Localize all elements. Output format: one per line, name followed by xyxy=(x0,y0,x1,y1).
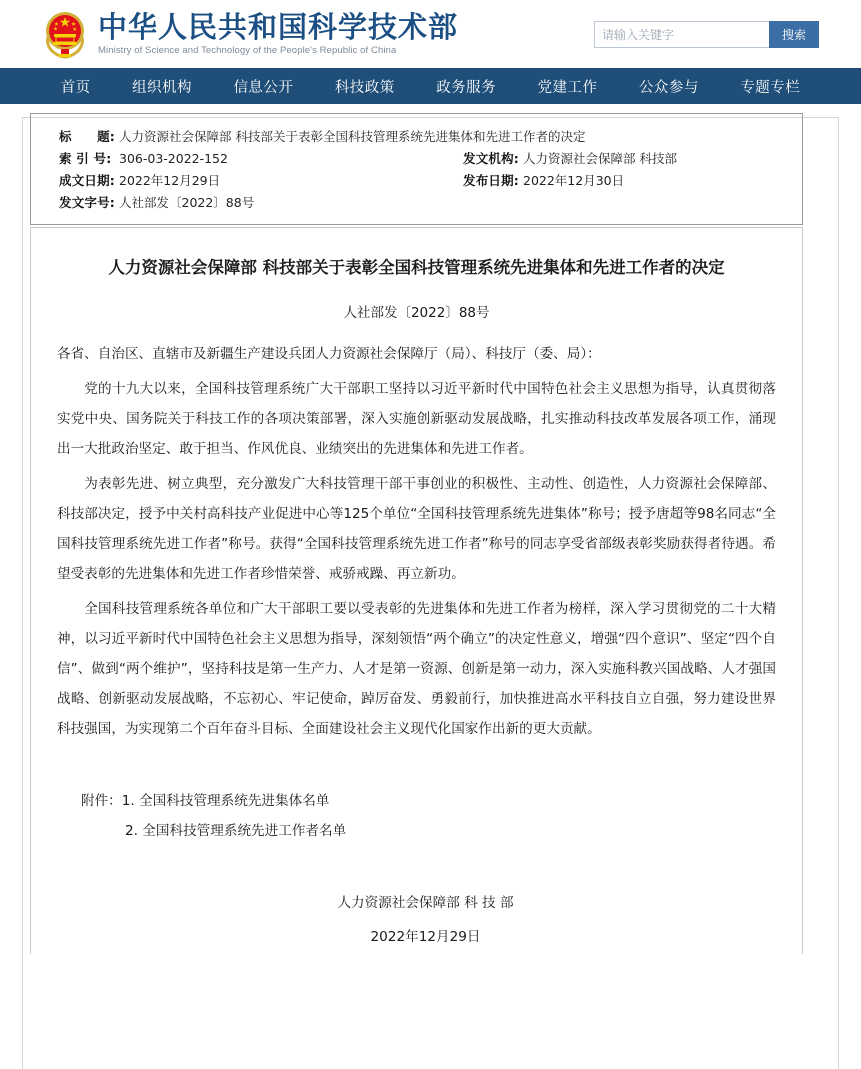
search-input[interactable] xyxy=(594,21,769,48)
document-title: 人力资源社会保障部 科技部关于表彰全国科技管理系统先进集体和先进工作者的决定 xyxy=(108,258,725,277)
document-paragraph-1: 党的十九大以来，全国科技管理系统广大干部职工坚持以习近平新时代中国特色社会主义思想为指导，认真贯彻落实党中央、国务院关于科技工作的各项决策部署，深入实施创新驱动发展战略，扎实推动科技改革发展各项工作，涌现出一大批政治坚定、敢于担当、作风优良、业绩突出的先进集体和先进工作者。 xyxy=(57,380,776,457)
signature-date: 2022年12月29日 xyxy=(370,928,481,945)
metadata-value-publish-date: 2022年12月30日 xyxy=(523,173,625,188)
metadata-value-title: 人力资源社会保障部 科技部关于表彰全国科技管理系统先进集体和先进工作者的决定 xyxy=(119,129,586,144)
document-paragraph-2: 为表彰先进、树立典型，充分激发广大科技管理干部干事创业的积极性、主动性、创造性，人力资源社会保障部、科技部决定，授予中关村高科技产业促进中心等125个单位“全国科技管理系统先进集体”称号；授予唐超等98名同志“全国科技管理系统先进工作者”称号。获得“全国科技管理系统先进工作者”称号的同志享受省部级表彰奖励获得者待遇。希望受表彰的先进集体和先进工作者珍惜荣誉、戒骄戒躁、再立新功。 xyxy=(57,475,776,582)
signature-block xyxy=(57,886,776,954)
brand-title-cn: 中华人民共和国科学技术部 xyxy=(98,9,459,44)
metadata-row-written-date xyxy=(31,170,802,192)
site-header xyxy=(0,0,861,68)
nav-item-special-columns[interactable]: 专题专栏 xyxy=(740,79,801,96)
metadata-value-written-date: 2022年12月29日 xyxy=(119,173,221,188)
nav-item-party-work[interactable]: 党建工作 xyxy=(537,79,598,96)
metadata-value-issuer: 人力资源社会保障部 科技部 xyxy=(523,151,677,166)
attachment-item-1[interactable]: 附件：1. 全国科技管理系统先进集体名单 xyxy=(81,792,330,809)
attachments-block xyxy=(57,786,776,846)
site-brand[interactable] xyxy=(42,9,458,59)
nav-item-gov-services[interactable]: 政务服务 xyxy=(436,79,497,96)
metadata-row-index xyxy=(31,148,802,170)
brand-text xyxy=(98,9,459,57)
metadata-label-title: 标 题: xyxy=(59,129,115,144)
search-area[interactable] xyxy=(594,21,819,48)
nav-item-public-participation[interactable]: 公众参与 xyxy=(638,79,699,96)
nav-item-organization[interactable]: 组织机构 xyxy=(132,79,193,96)
main-navigation xyxy=(0,68,861,104)
signature-organization: 人力资源社会保障部 科 技 部 xyxy=(337,894,514,911)
document-salutation: 各省、自治区、直辖市及新疆生产建设兵团人力资源社会保障厅（局）、科技厅（委、局）： xyxy=(57,345,601,362)
metadata-value-doc-number: 人社部发〔2022〕88号 xyxy=(119,195,255,210)
metadata-label-issuer: 发文机构: xyxy=(463,151,519,166)
metadata-label-index: 索 引 号: xyxy=(59,151,112,166)
metadata-row-doc-number xyxy=(31,192,802,214)
nav-item-home[interactable]: 首页 xyxy=(60,79,91,96)
metadata-value-index: 306-03-2022-152 xyxy=(119,151,228,166)
document-metadata-box xyxy=(30,113,803,225)
document-content-box xyxy=(30,227,803,954)
nav-item-policy[interactable]: 科技政策 xyxy=(334,79,395,96)
metadata-label-doc-number: 发文字号: xyxy=(59,195,115,210)
metadata-row-title xyxy=(31,126,802,148)
page-body xyxy=(0,104,861,945)
attachment-item-2[interactable]: 2. 全国科技管理系统先进工作者名单 xyxy=(125,822,347,839)
china-national-emblem-icon xyxy=(42,9,88,59)
document-number: 人社部发〔2022〕88号 xyxy=(343,304,490,321)
metadata-label-publish-date: 发布日期: xyxy=(463,173,519,188)
nav-item-info-disclosure[interactable]: 信息公开 xyxy=(233,79,294,96)
brand-title-en: Ministry of Science and Technology of the People's Republic of China xyxy=(98,45,397,57)
search-button[interactable]: 搜索 xyxy=(769,21,819,48)
document-paragraph-3: 全国科技管理系统各单位和广大干部职工要以受表彰的先进集体和先进工作者为榜样，深入学习贯彻党的二十大精神，以习近平新时代中国特色社会主义思想为指导，深刻领悟“两个确立”的决定性意义，增强“四个意识”、坚定“四个自信”、做到“两个维护”，坚持科技是第一生产力、人才是第一资源、创新是第一动力，深入实施科教兴国战略、人才强国战略、创新驱动发展战略，不忘初心、牢记使命，踔厉奋发、勇毅前行，加快推进高水平科技自立自强，努力建设世界科技强国，为实现第二个百年奋斗目标、全面建设社会主义现代化国家作出新的更大贡献。 xyxy=(57,600,776,737)
metadata-label-written-date: 成文日期: xyxy=(59,173,115,188)
